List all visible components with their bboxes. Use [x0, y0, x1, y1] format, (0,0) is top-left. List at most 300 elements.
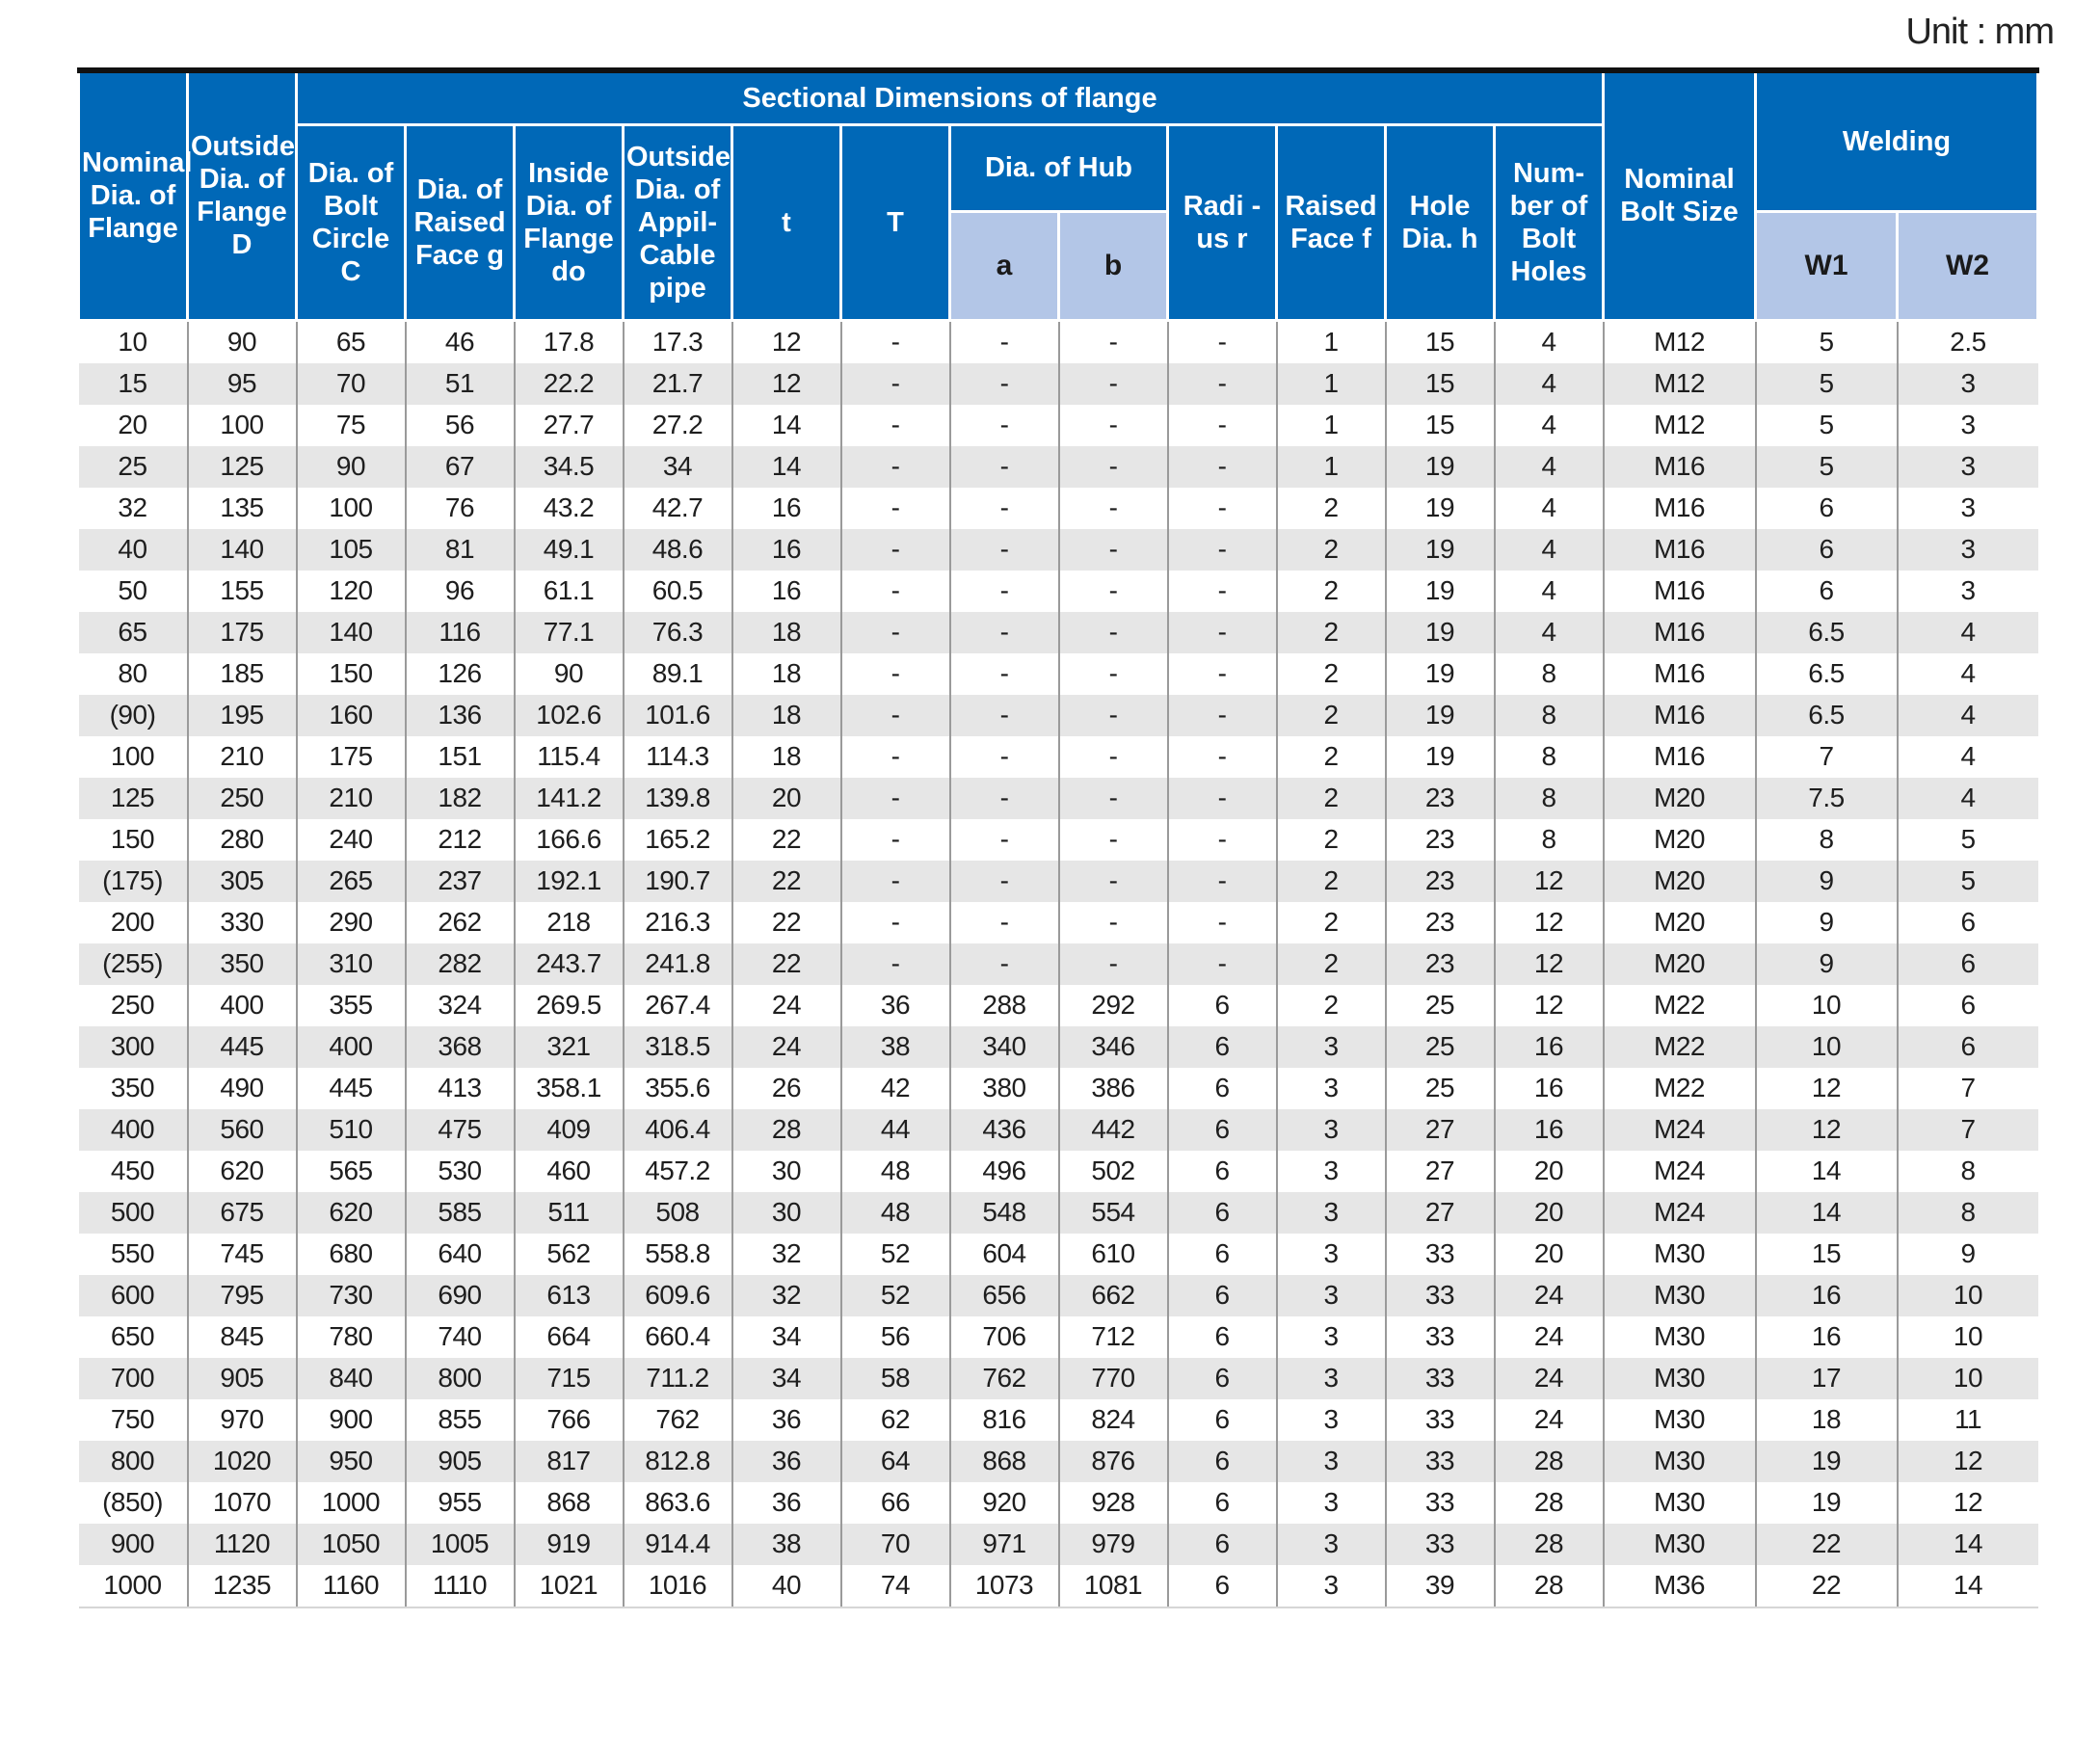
table-cell: 955: [406, 1482, 515, 1524]
table-cell: 166.6: [515, 819, 624, 861]
table-cell: -: [1059, 819, 1168, 861]
table-row: [79, 695, 2038, 736]
table-cell: 19: [1756, 1441, 1898, 1482]
table-cell: 241.8: [624, 943, 732, 985]
table-cell: 182: [406, 778, 515, 819]
table-cell: 19: [1386, 446, 1495, 488]
table-cell: 33: [1386, 1524, 1495, 1565]
table-cell: 3: [1277, 1109, 1386, 1151]
table-cell: -: [1168, 943, 1277, 985]
table-cell: -: [950, 778, 1059, 819]
table-cell: 2: [1277, 943, 1386, 985]
table-cell: 745: [188, 1234, 297, 1275]
table-cell: 24: [1495, 1275, 1604, 1316]
table-cell: 554: [1059, 1192, 1168, 1234]
table-cell: 250: [79, 985, 188, 1026]
table-cell: 15: [1386, 363, 1495, 405]
header-outside-dia: Outside Dia. of Flange D: [188, 70, 297, 320]
table-cell: -: [1059, 943, 1168, 985]
table-cell: 212: [406, 819, 515, 861]
table-cell: 21.7: [624, 363, 732, 405]
table-cell: 24: [732, 985, 841, 1026]
table-cell: 16: [732, 529, 841, 571]
table-cell: 8: [1495, 736, 1604, 778]
table-cell: 10: [1898, 1358, 2038, 1399]
table-cell: 900: [297, 1399, 406, 1441]
table-cell: 90: [515, 653, 624, 695]
table-cell: (255): [79, 943, 188, 985]
table-cell: M24: [1604, 1192, 1756, 1234]
table-cell: 175: [297, 736, 406, 778]
table-cell: -: [841, 943, 950, 985]
table-cell: 23: [1386, 943, 1495, 985]
table-cell: 22: [1756, 1565, 1898, 1607]
table-cell: -: [841, 571, 950, 612]
table-cell: 6: [1960, 907, 1976, 937]
table-cell: 445: [297, 1068, 406, 1109]
table-cell: 700: [79, 1358, 188, 1399]
table-cell: 175: [188, 612, 297, 653]
table-cell: 42.7: [624, 488, 732, 529]
table-cell: 15: [1756, 1234, 1898, 1275]
header-t: t: [732, 124, 841, 320]
table-cell: 200: [79, 902, 188, 943]
table-cell: 27.7: [515, 405, 624, 446]
table-row: [79, 1275, 2038, 1316]
table-cell: -: [950, 488, 1059, 529]
table-cell: 6: [1168, 1275, 1277, 1316]
header-outside-pipe: Outside Dia. of Appil-Cable pipe: [624, 124, 732, 320]
table-cell: 4: [1960, 658, 1976, 688]
table-cell: -: [950, 943, 1059, 985]
table-cell: 8: [1495, 653, 1604, 695]
unit-label: Unit : mm: [1905, 12, 2054, 52]
table-cell: -: [1168, 612, 1277, 653]
table-cell: 450: [79, 1151, 188, 1192]
table-cell: 22: [732, 943, 841, 985]
table-cell: 795: [188, 1275, 297, 1316]
table-cell: 321: [515, 1026, 624, 1068]
table-cell: 508: [624, 1192, 732, 1234]
table-cell: 48: [841, 1192, 950, 1234]
table-cell: 560: [188, 1109, 297, 1151]
table-cell: 19: [1386, 736, 1495, 778]
table-cell: 300: [79, 1026, 188, 1068]
table-cell: 17.8: [515, 320, 624, 363]
table-cell: 32: [732, 1275, 841, 1316]
table-cell: M30: [1604, 1524, 1756, 1565]
table-cell: 12: [1495, 943, 1604, 985]
table-cell: 216.3: [624, 902, 732, 943]
table-cell: 28: [1495, 1441, 1604, 1482]
header-sectional-dimensions: Sectional Dimensions of flange: [297, 70, 1604, 124]
table-cell: -: [1168, 695, 1277, 736]
table-cell: 64: [841, 1441, 950, 1482]
table-cell: M22: [1604, 985, 1756, 1026]
table-cell: 1050: [297, 1524, 406, 1565]
header-raised-face: Raised Face f: [1277, 124, 1386, 320]
table-cell: 510: [297, 1109, 406, 1151]
table-cell: 2: [1277, 488, 1386, 529]
table-cell: 8: [1898, 1192, 2038, 1234]
table-cell: 900: [79, 1524, 188, 1565]
table-cell: 81: [406, 529, 515, 571]
table-cell: M30: [1604, 1358, 1756, 1399]
table-cell: 20: [1495, 1192, 1604, 1234]
table-cell: 6: [1168, 1151, 1277, 1192]
table-cell: 613: [515, 1275, 624, 1316]
table-cell: 812.8: [624, 1441, 732, 1482]
table-cell: 565: [297, 1151, 406, 1192]
flange-dimension-table: [77, 67, 2039, 1608]
table-cell: 400: [188, 985, 297, 1026]
table-cell: 22.2: [515, 363, 624, 405]
table-cell: 5: [1898, 861, 2038, 902]
header-welding: Welding: [1756, 70, 2038, 211]
table-cell: 95: [188, 363, 297, 405]
table-cell: 192.1: [515, 861, 624, 902]
table-cell: 3: [1277, 1026, 1386, 1068]
header-bolt-circle: Dia. of Bolt Circle C: [297, 124, 406, 320]
table-cell: 310: [297, 943, 406, 985]
table-cell: M30: [1604, 1399, 1756, 1441]
table-row: [79, 736, 2038, 778]
table-cell: 58: [841, 1358, 950, 1399]
table-cell: -: [950, 653, 1059, 695]
table-cell: 10: [1898, 1275, 2038, 1316]
table-cell: -: [841, 695, 950, 736]
table-cell: 61.1: [515, 571, 624, 612]
table-cell: -: [950, 363, 1059, 405]
table-cell: 6: [1756, 529, 1898, 571]
table-cell: -: [950, 446, 1059, 488]
table-cell: 8: [1495, 778, 1604, 819]
table-cell: -: [1168, 861, 1277, 902]
table-cell: 817: [515, 1441, 624, 1482]
table-cell: 3: [1898, 529, 2038, 571]
table-cell: 12: [1898, 1441, 2038, 1482]
table-cell: 971: [950, 1524, 1059, 1565]
table-cell: 6: [1168, 1192, 1277, 1234]
table-cell: 855: [406, 1399, 515, 1441]
table-cell: 445: [188, 1026, 297, 1068]
table-cell: 39: [1386, 1565, 1495, 1607]
table-cell: 155: [188, 571, 297, 612]
table-cell: 3: [1277, 1234, 1386, 1275]
table-cell: -: [1168, 320, 1277, 363]
table-cell: -: [841, 612, 950, 653]
table-cell: 24: [1495, 1316, 1604, 1358]
table-cell: 48.6: [624, 529, 732, 571]
table-cell: 6: [1168, 1358, 1277, 1399]
table-cell: 305: [188, 861, 297, 902]
table-cell: 40: [732, 1565, 841, 1607]
table-cell: 1120: [188, 1524, 297, 1565]
table-row: [79, 1358, 2038, 1399]
table-cell: 6: [1898, 1026, 2038, 1068]
table-cell: 70: [841, 1524, 950, 1565]
table-cell: 3: [1277, 1358, 1386, 1399]
table-cell: M20: [1604, 861, 1756, 902]
table-cell: 32: [732, 1234, 841, 1275]
table-cell: M16: [1604, 446, 1756, 488]
table-cell: -: [841, 488, 950, 529]
table-cell: 386: [1059, 1068, 1168, 1109]
table-cell: 12: [1495, 902, 1604, 943]
table-cell: 8: [1960, 1155, 1976, 1185]
table-cell: 350: [79, 1068, 188, 1109]
table-cell: 269.5: [515, 985, 624, 1026]
table-cell: 4: [1960, 741, 1976, 771]
table-cell: 65: [297, 320, 406, 363]
table-cell: 1021: [515, 1565, 624, 1607]
table-cell: -: [1168, 902, 1277, 943]
table-cell: 100: [79, 736, 188, 778]
header-hub-b: b: [1059, 211, 1168, 320]
table-cell: 4: [1898, 778, 2038, 819]
header-dia-of-hub: Dia. of Hub: [950, 124, 1168, 211]
table-cell: -: [1059, 695, 1168, 736]
table-cell: 490: [188, 1068, 297, 1109]
table-cell: 3: [1277, 1151, 1386, 1192]
table-cell: -: [950, 405, 1059, 446]
table-cell: 27: [1386, 1192, 1495, 1234]
table-cell: -: [950, 695, 1059, 736]
table-cell: -: [1059, 405, 1168, 446]
table-cell: 2.5: [1950, 327, 1986, 357]
table-cell: 23: [1386, 819, 1495, 861]
table-cell: 24: [1495, 1358, 1604, 1399]
table-cell: 1073: [950, 1565, 1059, 1607]
table-cell: 19: [1386, 612, 1495, 653]
table-cell: 10: [1756, 985, 1898, 1026]
table-cell: 33: [1386, 1316, 1495, 1358]
table-cell: 33: [1386, 1482, 1495, 1524]
table-cell: 38: [732, 1524, 841, 1565]
table-cell: 16: [1756, 1275, 1898, 1316]
table-cell: 8: [1495, 695, 1604, 736]
table-cell: 25: [1386, 1026, 1495, 1068]
table-cell: 22: [1756, 1524, 1898, 1565]
table-cell: 1: [1277, 363, 1386, 405]
table-cell: 33: [1386, 1275, 1495, 1316]
table-cell: 100: [297, 488, 406, 529]
table-cell: 40: [79, 529, 188, 571]
table-cell: 56: [406, 405, 515, 446]
table-cell: M22: [1604, 1068, 1756, 1109]
table-cell: 15: [79, 363, 188, 405]
table-cell: 6.5: [1756, 695, 1898, 736]
table-cell: 218: [515, 902, 624, 943]
table-cell: 43.2: [515, 488, 624, 529]
table-cell: 262: [406, 902, 515, 943]
table-cell: 740: [406, 1316, 515, 1358]
table-cell: -: [841, 405, 950, 446]
table-cell: 730: [297, 1275, 406, 1316]
table-cell: 5: [1960, 824, 1976, 854]
table-cell: 190.7: [624, 861, 732, 902]
table-cell: -: [950, 736, 1059, 778]
header-hole-dia: Hole Dia. h: [1386, 124, 1495, 320]
table-cell: 4: [1898, 695, 2038, 736]
table-cell: 30: [732, 1151, 841, 1192]
table-row: [79, 1234, 2038, 1275]
table-row: [79, 1565, 2038, 1607]
table-cell: 330: [188, 902, 297, 943]
table-row: [79, 985, 2038, 1026]
table-cell: 368: [406, 1026, 515, 1068]
table-cell: 65: [79, 612, 188, 653]
table-cell: 288: [950, 985, 1059, 1026]
table-cell: 3: [1277, 1441, 1386, 1482]
table-cell: 1110: [406, 1565, 515, 1607]
table-cell: 706: [950, 1316, 1059, 1358]
table-cell: 34.5: [515, 446, 624, 488]
table-cell: 5: [1756, 320, 1898, 363]
table-body: [79, 320, 2038, 1607]
table-cell: 816: [950, 1399, 1059, 1441]
table-cell: 3: [1960, 492, 1976, 522]
table-cell: -: [1059, 363, 1168, 405]
table-cell: -: [950, 612, 1059, 653]
table-cell: 28: [732, 1109, 841, 1151]
table-cell: 20: [1495, 1151, 1604, 1192]
table-cell: M30: [1604, 1441, 1756, 1482]
table-cell: 358.1: [515, 1068, 624, 1109]
table-cell: -: [1168, 653, 1277, 695]
table-cell: 12: [732, 320, 841, 363]
table-cell: 105: [297, 529, 406, 571]
table-cell: 3: [1277, 1192, 1386, 1234]
table-cell: 3: [1960, 410, 1976, 439]
table-cell: 4: [1495, 405, 1604, 446]
table-cell: -: [1059, 736, 1168, 778]
table-cell: 12: [732, 363, 841, 405]
table-cell: 250: [188, 778, 297, 819]
table-cell: 195: [188, 695, 297, 736]
table-cell: 6: [1960, 990, 1976, 1020]
table-cell: 6.5: [1756, 612, 1898, 653]
table-cell: 33: [1386, 1358, 1495, 1399]
table-cell: 7: [1756, 736, 1898, 778]
table-cell: 2: [1277, 653, 1386, 695]
table-cell: 920: [950, 1482, 1059, 1524]
table-cell: (850): [79, 1482, 188, 1524]
table-cell: 42: [841, 1068, 950, 1109]
table-cell: 640: [406, 1234, 515, 1275]
table-cell: -: [841, 529, 950, 571]
table-cell: 650: [79, 1316, 188, 1358]
table-cell: 824: [1059, 1399, 1168, 1441]
table-row: [79, 1482, 2038, 1524]
table-cell: 436: [950, 1109, 1059, 1151]
table-cell: 970: [188, 1399, 297, 1441]
table-cell: 18: [1756, 1399, 1898, 1441]
table-cell: 237: [406, 861, 515, 902]
table-cell: -: [841, 320, 950, 363]
table-cell: M24: [1604, 1109, 1756, 1151]
table-cell: 6: [1168, 1399, 1277, 1441]
table-cell: 25: [1386, 985, 1495, 1026]
table-cell: 15: [1386, 320, 1495, 363]
flange-dimension-table-wrap: [77, 67, 2031, 1608]
table-cell: 75: [297, 405, 406, 446]
table-cell: 120: [297, 571, 406, 612]
table-cell: 868: [515, 1482, 624, 1524]
table-cell: 14: [1756, 1192, 1898, 1234]
table-cell: M20: [1604, 902, 1756, 943]
table-cell: 14: [1756, 1151, 1898, 1192]
table-cell: 979: [1059, 1524, 1168, 1565]
table-cell: 240: [297, 819, 406, 861]
table-cell: 3: [1898, 363, 2038, 405]
table-cell: 2: [1277, 778, 1386, 819]
table-cell: 36: [732, 1399, 841, 1441]
table-cell: 290: [297, 902, 406, 943]
table-cell: 2: [1277, 902, 1386, 943]
table-cell: 52: [841, 1275, 950, 1316]
table-cell: 77.1: [515, 612, 624, 653]
table-cell: 8: [1756, 819, 1898, 861]
table-cell: 34: [624, 446, 732, 488]
table-cell: 3: [1960, 575, 1976, 605]
table-cell: 12: [1953, 1487, 1983, 1517]
table-cell: 20: [79, 405, 188, 446]
table-cell: -: [1059, 902, 1168, 943]
table-cell: 3: [1898, 446, 2038, 488]
table-cell: 5: [1756, 363, 1898, 405]
table-cell: 36: [732, 1441, 841, 1482]
table-cell: 23: [1386, 778, 1495, 819]
table-cell: 11: [1954, 1404, 1982, 1434]
table-cell: -: [1168, 819, 1277, 861]
table-cell: 18: [732, 653, 841, 695]
table-cell: -: [1059, 446, 1168, 488]
table-row: [79, 446, 2038, 488]
table-cell: 500: [79, 1192, 188, 1234]
table-cell: 675: [188, 1192, 297, 1234]
table-cell: -: [950, 571, 1059, 612]
table-cell: 380: [950, 1068, 1059, 1109]
table-cell: 62: [841, 1399, 950, 1441]
table-cell: -: [950, 529, 1059, 571]
table-cell: -: [950, 902, 1059, 943]
table-cell: 33: [1386, 1441, 1495, 1482]
table-cell: 766: [515, 1399, 624, 1441]
table-cell: 8: [1495, 819, 1604, 861]
table-cell: 74: [841, 1565, 950, 1607]
table-cell: 406.4: [624, 1109, 732, 1151]
table-row: [79, 778, 2038, 819]
table-cell: 762: [624, 1399, 732, 1441]
table-cell: 1000: [297, 1482, 406, 1524]
table-cell: M12: [1604, 320, 1756, 363]
table-cell: 115.4: [515, 736, 624, 778]
table-cell: -: [841, 736, 950, 778]
table-cell: 585: [406, 1192, 515, 1234]
table-cell: 15: [1386, 405, 1495, 446]
table-cell: 6: [1168, 1441, 1277, 1482]
table-cell: 324: [406, 985, 515, 1026]
table-row: [79, 1026, 2038, 1068]
table-cell: 140: [297, 612, 406, 653]
table-cell: 6: [1168, 1482, 1277, 1524]
header-nominal-bolt-size: Nominal Bolt Size: [1604, 70, 1756, 320]
table-cell: 1020: [188, 1441, 297, 1482]
table-cell: 548: [950, 1192, 1059, 1234]
table-cell: 19: [1386, 488, 1495, 529]
table-cell: 20: [732, 778, 841, 819]
